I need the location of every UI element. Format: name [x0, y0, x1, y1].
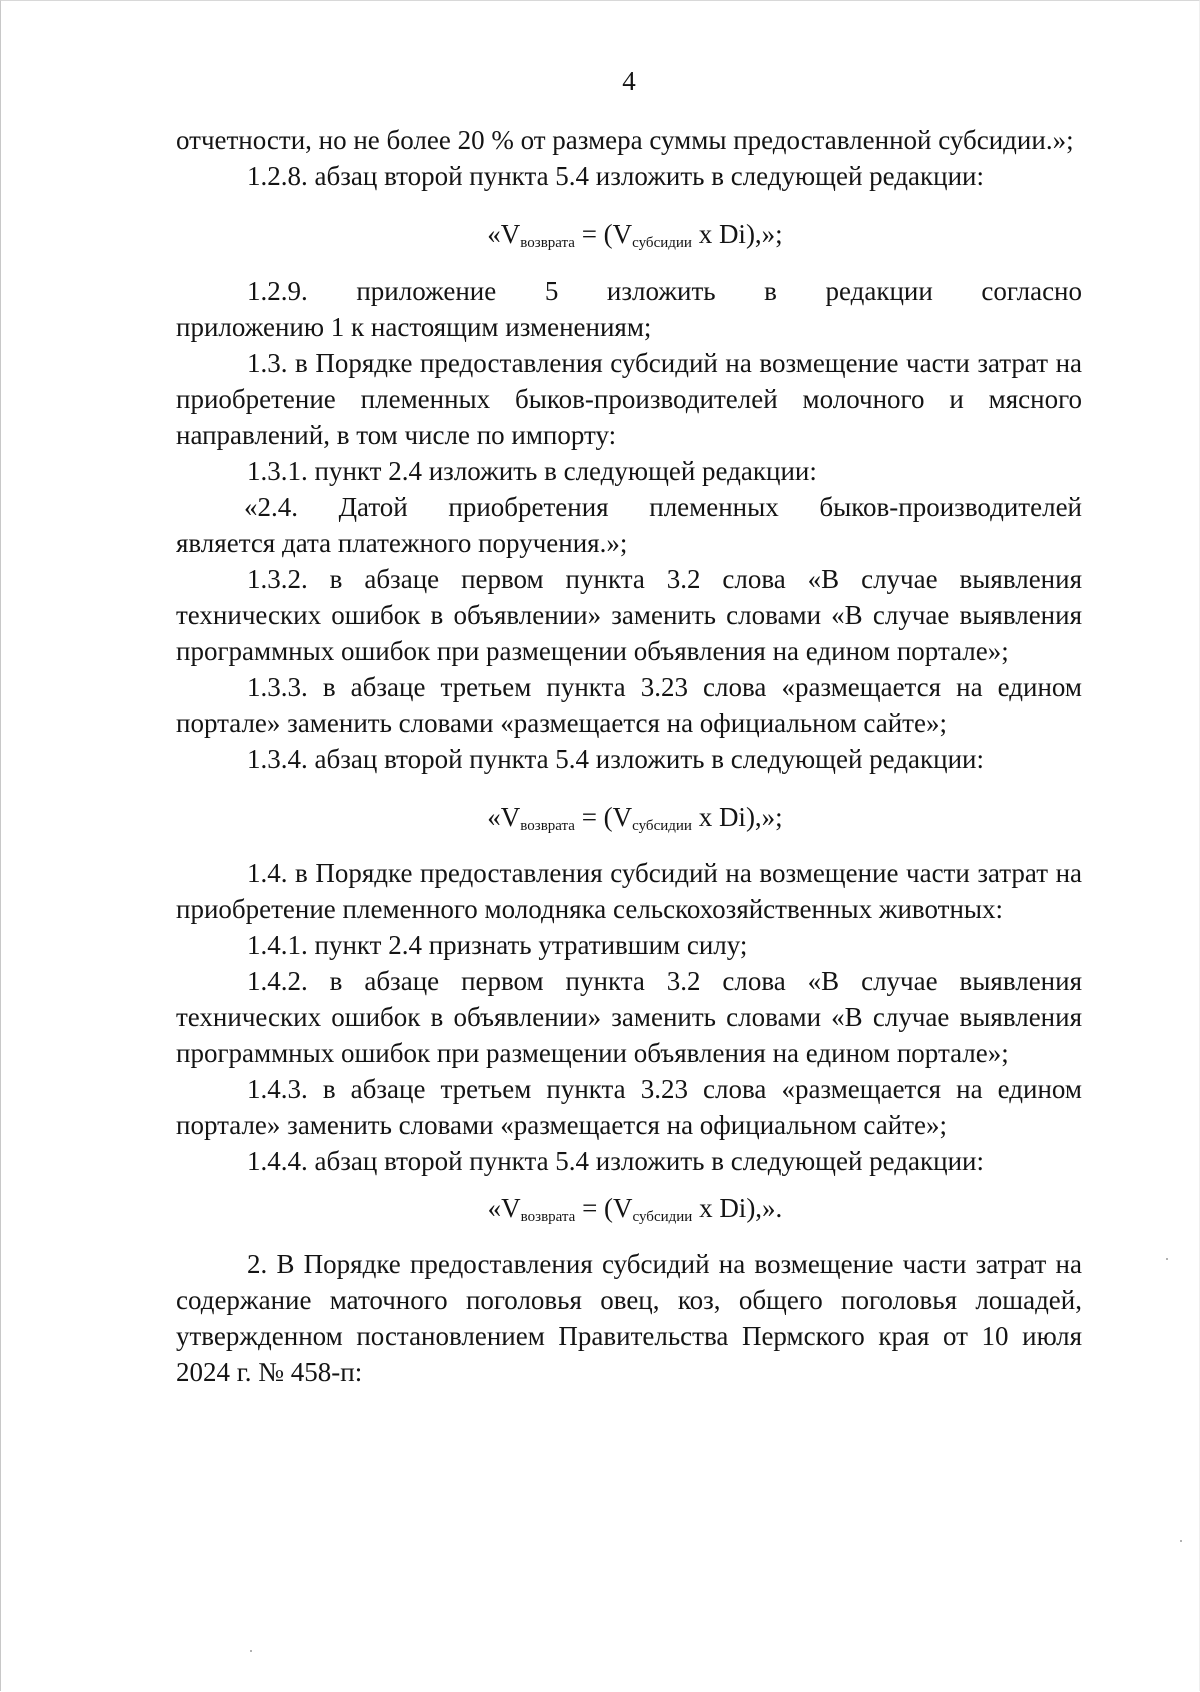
formula-return-volume — [176, 799, 1082, 835]
formula-part: = (V — [574, 802, 633, 832]
formula-part: «V — [487, 219, 521, 249]
formula-subscript: возврата — [520, 235, 575, 251]
formula-part: x Di),»; — [691, 802, 783, 832]
paragraph-1-3-3: 1.3.3. в абзаце третьем пункта 3.23 слова «размещается на едином портале» заменить словами «размещается на официальном сайте»; — [176, 672, 1082, 738]
formula-subscript: субсидии — [632, 1209, 693, 1225]
paragraph-1-3-2: 1.3.2. в абзаце первом пункта 3.2 слова «В случае выявления технических ошибок в объявлении» заменить словами «В случае выявления программных ошибок при размещении объявления на едином портале»; — [176, 564, 1082, 666]
paragraph-1-2-8: 1.2.8. абзац второй пункта 5.4 изложить в следующей редакции: — [247, 161, 984, 191]
paragraph-1-4-3: 1.4.3. в абзаце третьем пункта 3.23 слова «размещается на едином портале» заменить словами «размещается на официальном сайте»; — [176, 1074, 1082, 1140]
paragraph-1-2-9-line2: приложению 1 к настоящим изменениям; — [176, 312, 652, 342]
scan-speck — [1180, 1540, 1182, 1542]
paragraph-2: 2. В Порядке предоставления субсидий на возмещение части затрат на содержание маточного поголовья овец, коз, общего поголовья лошадей, утвержденном постановлением Правительства Пермского края от 10 июля 2024 г. № 458-п: — [176, 1249, 1082, 1387]
page-number: 4 — [622, 66, 636, 96]
paragraph-1-3-1: 1.3.1. пункт 2.4 изложить в следующей редакции: — [247, 456, 817, 486]
paragraph-1-4-2: 1.4.2. в абзаце первом пункта 3.2 слова «В случае выявления технических ошибок в объявлении» заменить словами «В случае выявления программных ошибок при размещении объявления на едином портале»; — [176, 966, 1082, 1068]
formula-part: «V — [487, 1193, 521, 1223]
paragraph-quote-2-4-line1: «2.4. Датой приобретения племенных быков-производителей — [244, 492, 1082, 522]
formula-part: «V — [487, 802, 521, 832]
paragraph-1-3: 1.3. в Порядке предоставления субсидий на возмещение части затрат на приобретение племенных быков-производителей молочного и мясного направлений, в том числе по импорту: — [176, 348, 1082, 450]
paragraph-1-4: 1.4. в Порядке предоставления субсидий на возмещение части затрат на приобретение племенного молодняка сельскохозяйственных животных: — [176, 858, 1082, 924]
formula-return-volume — [176, 216, 1082, 252]
paragraph-1-2-9-line1: 1.2.9. приложение 5 изложить в редакции согласно — [247, 276, 1082, 306]
formula-subscript: субсидии — [632, 818, 692, 834]
formula-subscript: возврата — [520, 1209, 576, 1225]
formula-return-volume — [176, 1190, 1082, 1226]
formula-part: = (V — [575, 1193, 633, 1223]
formula-part: x Di),»; — [691, 219, 783, 249]
paragraph-1-3-4: 1.3.4. абзац второй пункта 5.4 изложить в следующей редакции: — [247, 744, 984, 774]
paragraph-continuation: отчетности, но не более 20 % от размера суммы предоставленной субсидии.»; — [176, 125, 1074, 155]
formula-part: = (V — [574, 219, 633, 249]
scan-speck — [1166, 1258, 1168, 1260]
formula-subscript: возврата — [520, 818, 575, 834]
paragraph-quote-2-4-line2: является дата платежного поручения.»; — [176, 528, 628, 558]
paragraph-1-4-1: 1.4.1. пункт 2.4 признать утратившим силу; — [247, 930, 748, 960]
formula-subscript: субсидии — [632, 235, 692, 251]
formula-part: x Di),». — [692, 1193, 783, 1223]
scan-speck — [250, 1650, 252, 1652]
paragraph-1-4-4: 1.4.4. абзац второй пункта 5.4 изложить в следующей редакции: — [247, 1146, 984, 1176]
document-body — [176, 122, 1082, 1390]
